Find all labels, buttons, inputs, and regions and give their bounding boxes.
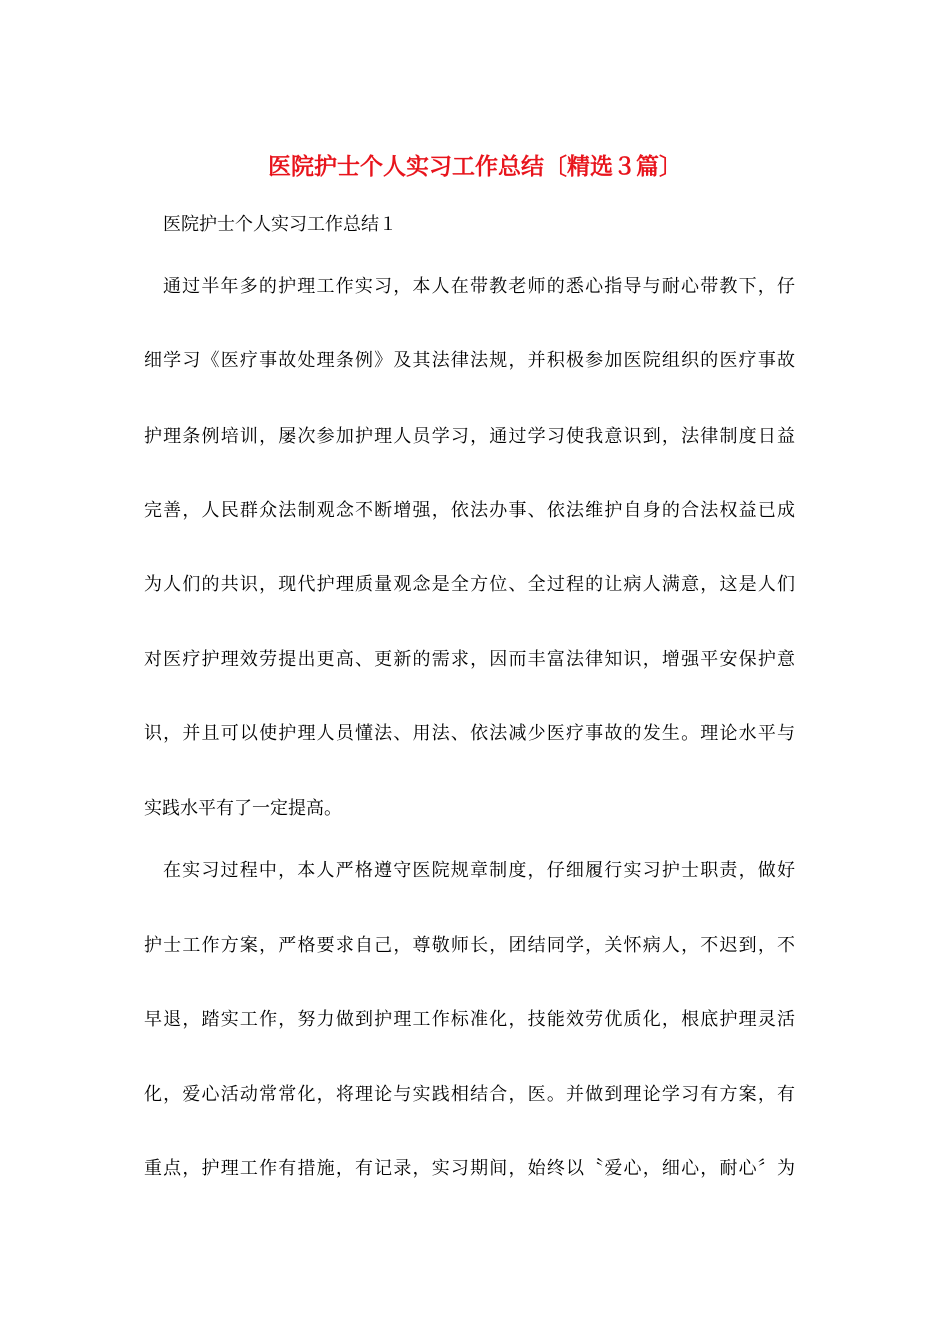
section-heading: 医院护士个人实习工作总结１ [163,214,397,235]
paragraph-line: 通过半年多的护理工作实习，本人在带教老师的悉心指导与耐心带教下，仔 [163,276,795,297]
paragraph-line: 化，爱心活动常常化，将理论与实践相结合，医。并做到理论学习有方案，有 [144,1084,795,1105]
paragraph-line: 细学习《医疗事故处理条例》及其法律法规，并积极参加医院组织的医疗事故 [144,350,795,371]
paragraph-line: 对医疗护理效劳提出更高、更新的需求，因而丰富法律知识，增强平安保护意 [144,649,795,670]
paragraph-line: 在实习过程中，本人严格遵守医院规章制度，仔细履行实习护士职责，做好 [163,860,795,881]
paragraph-line: 护理条例培训，屡次参加护理人员学习，通过学习使我意识到，法律制度日益 [144,426,795,447]
paragraph-line: 实践水平有了一定提高。 [144,798,342,819]
paragraph-line: 重点，护理工作有措施，有记录，实习期间，始终以〝爱心，细心，耐心〞为 [144,1158,795,1179]
paragraph-line: 早退，踏实工作，努力做到护理工作标准化，技能效劳优质化，根底护理灵活 [144,1009,795,1030]
paragraph-line: 护士工作方案，严格要求自己，尊敬师长，团结同学，关怀病人，不迟到，不 [144,935,795,956]
paragraph-line: 识，并且可以使护理人员懂法、用法、依法减少医疗事故的发生。理论水平与 [144,723,795,744]
paragraph-line: 完善，人民群众法制观念不断增强，依法办事、依法维护自身的合法权益已成 [144,500,795,521]
paragraph-line: 为人们的共识，现代护理质量观念是全方位、全过程的让病人满意，这是人们 [144,574,795,595]
document-title: 医院护士个人实习工作总结〔精选３篇〕 [268,153,682,180]
